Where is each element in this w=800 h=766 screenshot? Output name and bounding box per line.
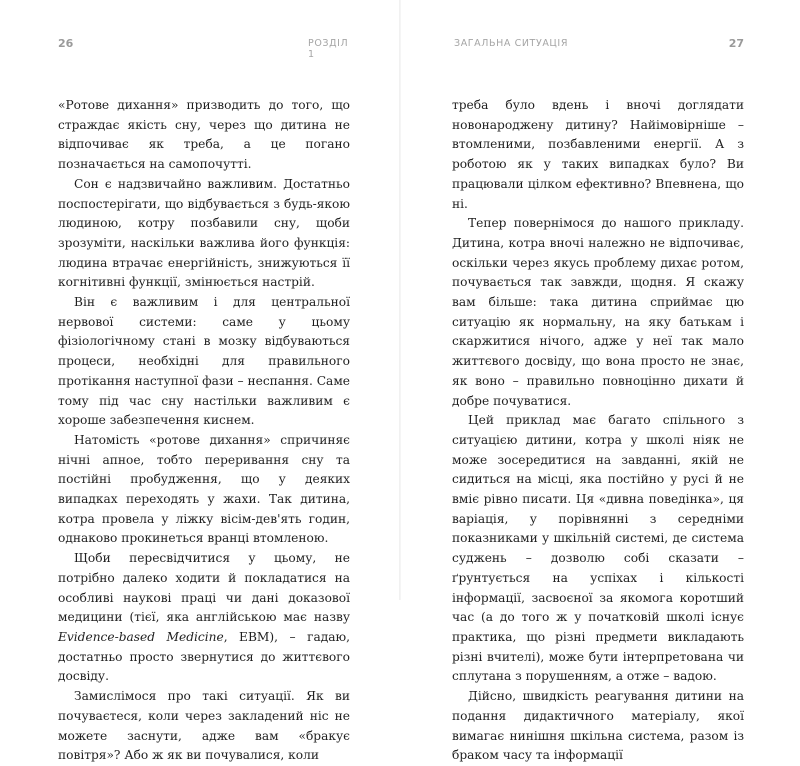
book-gutter (399, 0, 401, 600)
left-page-header (58, 37, 350, 60)
running-head: ЗАГАЛЬНА СИТУАЦІЯ (454, 38, 569, 49)
paragraph: Натомість «ротове дихання» спричиняє нічні апное, тобто переривання сну та постійні пробудження, що у деяких випадках переходять у жахи. Так дитина, котра провела у ліжку вісім-дев'ять годин, однаково прокинеться вранці втомленою. (58, 432, 350, 546)
paragraph-text: Щоби пересвідчитися у цьому, не потрібно далеко ходити й покладатися на особливі наукові праці чи дані доказової медицини (тієї, яка англійською має назву (58, 551, 350, 625)
paragraph: треба було вдень і вночі доглядати новонароджену дитину? Найімовірніше – втомленими, позбавленими енергії. А з роботою як у таких випадках було? Ви працювали цілком ефективно? Впевнена, що ні. (452, 98, 744, 211)
right-page-body (452, 96, 744, 766)
right-page (452, 0, 744, 763)
paragraph-text: , EBM), – гадаю, достатньо просто звернутися до життєвого досвіду. (58, 629, 350, 684)
italic-term: Evidence-based Medicine (58, 629, 224, 644)
page-number: 26 (58, 37, 74, 50)
paragraph: Дійсно, швидкість реагування дитини на подання дидактичного матеріалу, якої вимагає нинішня шкільна система, разом із браком часу та інформації (452, 689, 744, 763)
paragraph: Він є важливим і для центральної нервової системи: саме у цьому фізіологічному стані в мозку відбуваються процеси, необхідні для правильного протікання наступної фази – неспання. Саме тому під час сну настільки важливим є хороше забезпечення киснем. (58, 295, 351, 428)
paragraph: Замислімося про такі ситуації. Як ви почуваєтеся, коли через закладений ніс не можете заснути, адже вам «бракує повітря»? Або ж як ви почувалися, коли (58, 689, 350, 763)
left-page-body (58, 96, 350, 766)
page-number: 27 (728, 37, 744, 50)
paragraph: Цей приклад має багато спільного з ситуацією дитини, котра у школі ніяк не може зосередитися на завданні, якій не сидиться на місці, яка постійно у русі й не вміє рівно писати. Ця «дивна поведінка», ця варіація, у порівнянні з середніми показниками у шкільній системі, де система суджень – дозволю собі сказати – ґрунтується на успіхах і кількості інформації, засвоєної за якомога коротший час (а до того ж у початковій школі існує практика, що різні предмети викладають різні вчителі), може бути інтерпретована чи сплутана з порушенням, а отже – вадою. (452, 413, 744, 684)
left-page (58, 0, 351, 763)
paragraph: Сон є надзвичайно важливим. Достатньо поспостерігати, що відбувається з будь-якою людиною, котру позбавили сну, щоби зрозуміти, наскільки важлива його функція: людина втрачає енергійність, знижуються її когнітивні функції, змінюється настрій. (58, 176, 350, 290)
running-head: РОЗДІЛ 1 (308, 38, 349, 60)
paragraph: «Ротове дихання» призводить до того, що страждає якість сну, через що дитина не відпочиває як треба, а це погано позначається на самопочутті. (58, 98, 350, 172)
right-page-header (452, 37, 744, 53)
paragraph: Тепер повернімося до нашого прикладу. Дитина, котра вночі належно не відпочиває, оскільки через якусь проблему дихає ротом, почувається так завжди, щодня. Я скажу вам більше: така дитина сприймає цю ситуацію як нормальну, на яку батькам і скаржитися нічого, адже у неї так мало життєвого досвіду, що вона просто не знає, як воно – правильно повноцінно дихати й добре почуватися. (452, 216, 744, 408)
paragraph (58, 549, 350, 687)
